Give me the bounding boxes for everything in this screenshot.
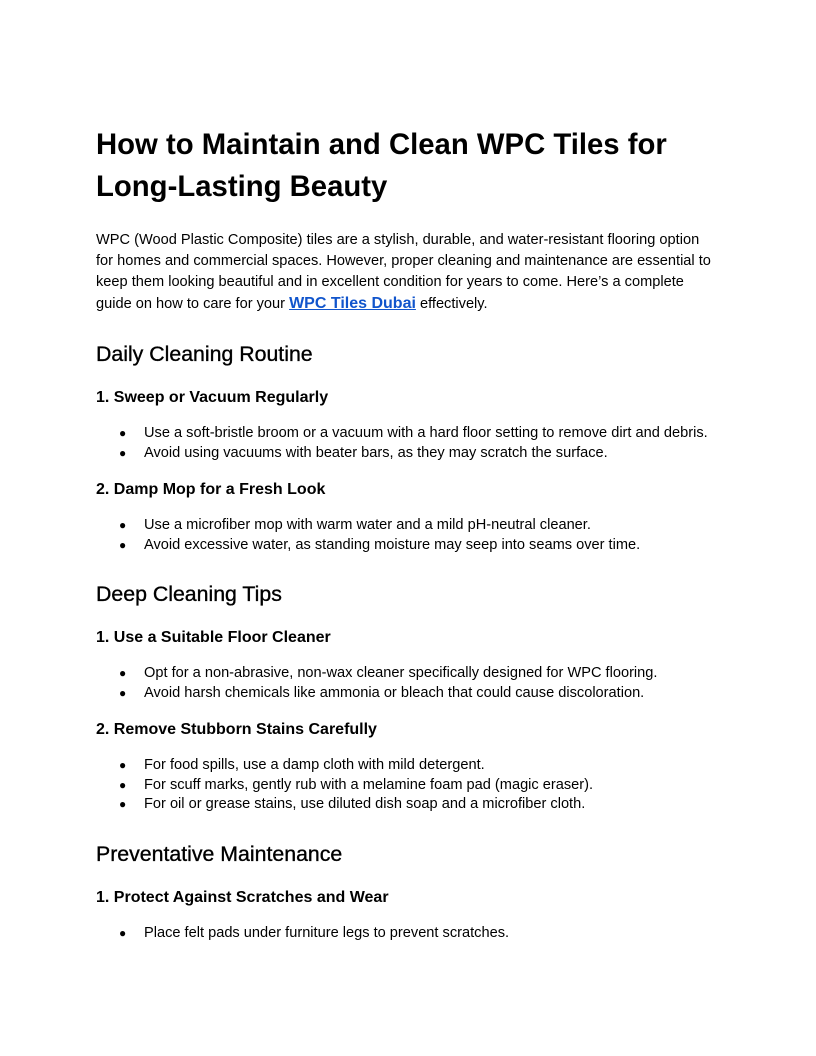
bullet-icon: ● [119,777,127,792]
bullet-icon: ● [119,925,127,940]
page-title: How to Maintain and Clean WPC Tiles for Long-Lasting Beauty [96,128,667,203]
list-item [96,536,720,556]
bullet-icon: ● [119,445,127,460]
section-heading-deep-cleaning: Deep Cleaning Tips [96,582,282,606]
section-heading-daily-cleaning: Daily Cleaning Routine [96,342,313,366]
bullet-list [96,664,720,703]
intro-text-after: effectively. [415,296,488,312]
bullet-icon: ● [119,797,127,811]
list-item [96,664,720,684]
bullet-icon: ● [119,666,127,680]
list-item [96,795,720,815]
list-item [96,424,720,444]
bullet-icon: ● [119,426,127,440]
subsection-heading-floor-cleaner: 1. Use a Suitable Floor Cleaner [96,629,331,646]
list-item [96,684,720,704]
list-item [96,756,720,776]
section-heading-preventative-maintenance: Preventative Maintenance [96,841,343,866]
list-item-text: Avoid excessive water, as standing moisture may seep into seams over time. [144,536,641,553]
subsection-heading-stubborn-stains: 2. Remove Stubborn Stains Carefully [96,721,377,738]
list-item [96,776,720,796]
list-item-text: Use a soft-bristle broom or a vacuum with a hard floor setting to remove dirt and debris. [144,425,708,441]
list-item-text: Use a microfiber mop with warm water and a mild pH-neutral cleaner. [144,517,591,533]
list-item-text: Avoid harsh chemicals like ammonia or bleach that could cause discoloration. [144,684,645,701]
intro-text-before: WPC (Wood Plastic Composite) tiles are a stylish, durable, and water-resistant flooring option for homes and commercial spaces. However, proper cleaning and maintenance are essential to keep them looking beautiful and in excellent condition for years to come. Here’s a complete guide on how to care for your [96,232,711,312]
bullet-list [96,516,720,555]
list-item [96,924,720,944]
intro-paragraph [96,230,720,315]
list-item-text: For food spills, use a damp cloth with mild detergent. [144,757,485,773]
list-item-text: For scuff marks, gently rub with a melamine foam pad (magic eraser). [144,776,594,793]
subsection-heading-sweep-vacuum: 1. Sweep or Vacuum Regularly [96,389,329,406]
list-item-text: Avoid using vacuums with beater bars, as they may scratch the surface. [144,444,608,461]
list-item [96,516,720,536]
list-item-text: Opt for a non-abrasive, non-wax cleaner specifically designed for WPC flooring. [144,665,658,681]
bullet-icon: ● [119,685,127,700]
list-item-text: Place felt pads under furniture legs to prevent scratches. [144,924,510,941]
bullet-list [96,424,720,463]
bullet-list [96,756,720,815]
bullet-icon: ● [119,537,127,552]
subsection-heading-damp-mop: 2. Damp Mop for a Fresh Look [96,481,326,498]
subsection-heading-protect-scratches: 1. Protect Against Scratches and Wear [96,888,389,906]
bullet-icon: ● [119,518,127,532]
bullet-icon: ● [119,758,127,772]
list-item [96,444,720,464]
bullet-list [96,924,720,944]
wpc-tiles-dubai-link[interactable]: WPC Tiles Dubai [289,295,416,312]
list-item-text: For oil or grease stains, use diluted dish soap and a microfiber cloth. [144,796,586,812]
document-page [96,124,720,943]
